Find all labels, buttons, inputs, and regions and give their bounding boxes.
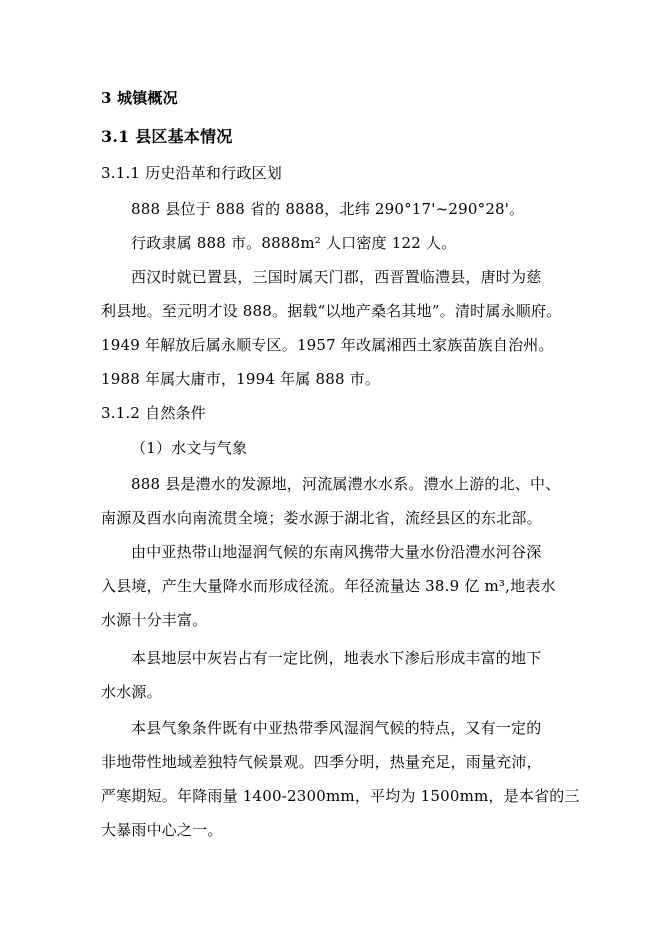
paragraph-history-line: 利县地。至元明才设 888。据载“以地产桑名其地”。清时属永顺府。 bbox=[101, 302, 562, 320]
paragraph-river-line: 南源及酉水向南流贯全境；娄水源于湖北省，流经县区的东北部。 bbox=[101, 509, 542, 527]
paragraph-climate-line: 大暴雨中心之一。 bbox=[101, 821, 223, 839]
paragraph-history-line: 1949 年解放后属永顺专区。1957 年改属湘西土家族苗族自治州。 bbox=[101, 336, 554, 354]
paragraph-runoff-line: 入县境，产生大量降水而形成径流。年径流量达 38.9 亿 m³,地表水 bbox=[101, 577, 556, 595]
heading-level-3-natural: 3.1.2 自然条件 bbox=[101, 404, 206, 422]
paragraph-runoff-line: 由中亚热带山地湿润气候的东南风携带大量水份沿澧水河谷深 bbox=[131, 543, 542, 561]
paragraph-climate-line: 严寒期短。年降雨量 1400-2300mm，平均为 1500mm，是本省的三 bbox=[101, 787, 580, 805]
heading-level-2: 3.1 县区基本情况 bbox=[101, 127, 233, 146]
paragraph-climate-line: 非地带性地域差独特气候景观。四季分明，热量充足，雨量充沛， bbox=[101, 753, 542, 771]
subheading-hydrology: （1）水文与气象 bbox=[131, 439, 248, 457]
paragraph-location-line: 888 县位于 888 省的 8888，北纬 290°17'~290°28'。 bbox=[131, 200, 525, 218]
paragraph-runoff-line: 水源十分丰富。 bbox=[101, 611, 208, 629]
paragraph-history-line: 1988 年属大庸市，1994 年属 888 市。 bbox=[101, 370, 381, 388]
paragraph-climate-line: 本县气象条件既有中亚热带季风湿润气候的特点，又有一定的 bbox=[131, 719, 542, 737]
heading-level-1: 3 城镇概况 bbox=[101, 89, 178, 107]
paragraph-admin-line: 行政隶属 888 市。8888m² 人口密度 122 人。 bbox=[131, 234, 457, 252]
paragraph-groundwater-line: 水水源。 bbox=[101, 683, 162, 701]
heading-level-3-history: 3.1.1 历史沿革和行政区划 bbox=[101, 164, 282, 182]
paragraph-river-line: 888 县是澧水的发源地，河流属澧水水系。澧水上游的北、中、 bbox=[131, 475, 561, 493]
paragraph-groundwater-line: 本县地层中灰岩占有一定比例，地表水下渗后形成丰富的地下 bbox=[131, 649, 542, 667]
paragraph-history-line: 西汉时就已置县，三国时属天门郡，西晋置临澧县，唐时为慈 bbox=[131, 268, 542, 286]
